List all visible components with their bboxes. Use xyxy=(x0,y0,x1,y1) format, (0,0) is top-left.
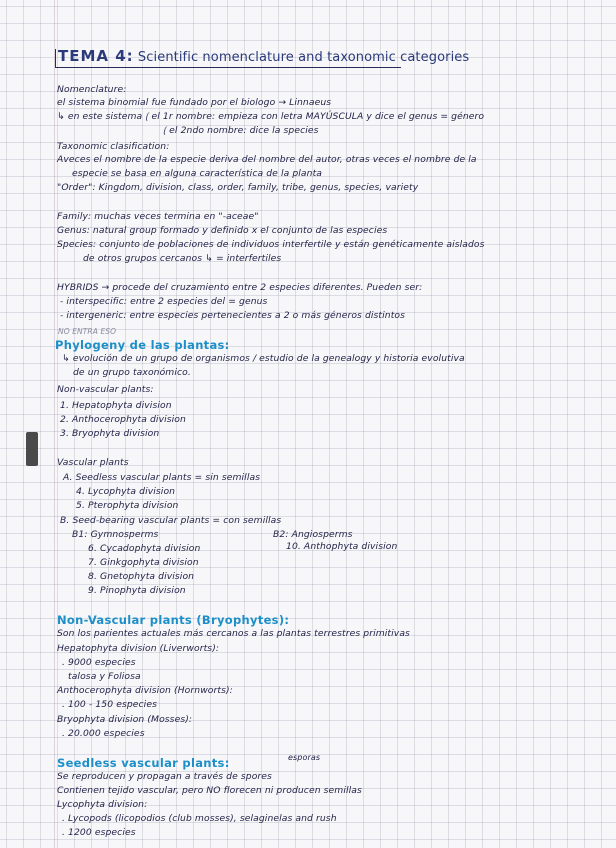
note-line: Aveces el nombre de la especie deriva del nombre del autor, otras veces el nombre de la xyxy=(57,154,477,165)
note-line: Species: conjunto de poblaciones de individuos interfertile y están genéticamente aislados xyxy=(57,239,485,250)
binder-tab xyxy=(26,432,38,466)
note-line: Hepatophyta division (Liverworts): xyxy=(57,643,220,654)
list-item: 10. Anthophyta division xyxy=(286,541,398,552)
note-line: de otros grupos cercanos ↳ = interfertiles xyxy=(83,253,282,264)
note-line: el sistema binomial fue fundado por el biologo → Linnaeus xyxy=(57,97,332,108)
note-line: Anthocerophyta division (Hornworts): xyxy=(57,685,233,696)
note-annotation: esporas xyxy=(288,753,321,762)
note-line: Genus: natural group formado y definido x el conjunto de las especies xyxy=(57,225,388,236)
title-rest: Scientific nomenclature and taxonomic categories xyxy=(133,50,470,65)
section-seedless: Seedless vascular plants: xyxy=(57,756,230,770)
list-item: . 20.000 especies xyxy=(62,728,145,739)
list-item: 5. Pterophyta division xyxy=(76,500,179,511)
note-line: ↳ evolución de un grupo de organismos / estudio de la genealogy y historia evolutiva xyxy=(62,353,465,364)
list-item: A. Seedless vascular plants = sin semillas xyxy=(63,472,261,483)
note-line: Family: muchas veces termina en "-aceae" xyxy=(57,211,259,222)
list-item: 7. Ginkgophyta division xyxy=(88,557,199,568)
note-line: - interspecific: entre 2 especies del = genus xyxy=(60,296,268,307)
list-item: . 100 - 150 especies xyxy=(62,699,157,710)
margin-line xyxy=(54,0,55,848)
list-item: . Lycopods (licopodios (club mosses), selaginelas and rush xyxy=(62,813,337,824)
section-bryophytes: Non-Vascular plants (Bryophytes): xyxy=(57,613,290,627)
note-line: Vascular plants xyxy=(57,457,129,468)
list-item: 9. Pinophyta division xyxy=(88,585,186,596)
section-taxonomic: Taxonomic clasification: xyxy=(57,141,170,152)
list-item: . 1200 especies xyxy=(62,827,136,838)
list-item: talosa y Foliosa xyxy=(68,671,141,682)
note-line: Non-vascular plants: xyxy=(57,384,154,395)
note-line: ⟮ el 2ndo nombre: dice la species xyxy=(163,125,319,136)
list-item: B. Seed-bearing vascular plants = con semillas xyxy=(60,515,282,526)
note-line: NO ENTRA ESO xyxy=(58,327,117,336)
note-line: Lycophyta division: xyxy=(57,799,148,810)
section-nomenclature: Nomenclature: xyxy=(57,84,127,95)
list-item: 4. Lycophyta division xyxy=(76,486,176,497)
note-line: de un grupo taxonómico. xyxy=(73,367,191,378)
note-line: "Order": Kingdom, division, class, order, family, tribe, genus, species, variety xyxy=(57,182,419,193)
note-line: Bryophyta division (Mosses): xyxy=(57,714,193,725)
list-item: 6. Cycadophyta division xyxy=(88,543,201,554)
note-line: HYBRIDS → procede del cruzamiento entre 2 especies diferentes. Pueden ser: xyxy=(57,282,423,293)
note-line: Se reproducen y propagan a través de spores xyxy=(57,771,272,782)
list-item: 8. Gnetophyta division xyxy=(88,571,195,582)
page-title xyxy=(58,47,470,65)
list-item: 1. Hepatophyta division xyxy=(60,400,172,411)
list-item: 2. Anthocerophyta division xyxy=(60,414,186,425)
note-line: ↳ en este sistema ⟮ el 1r nombre: empieza con letra MAYÚSCULA y dice el genus = género xyxy=(57,111,485,122)
title-prefix: TEMA 4: xyxy=(58,47,134,65)
list-item: B1: Gymnosperms xyxy=(72,529,159,540)
list-item: B2: Angiosperms xyxy=(273,529,353,540)
note-line: - intergeneric: entre especies pertenecientes a 2 o más géneros distintos xyxy=(60,310,406,321)
section-phylogeny: Phylogeny de las plantas: xyxy=(55,338,230,352)
list-item: . 9000 especies xyxy=(62,657,136,668)
list-item: 3. Bryophyta division xyxy=(60,428,160,439)
note-line: Son los parientes actuales más cercanos a las plantas terrestres primitivas xyxy=(57,628,410,639)
note-line: especie se basa en alguna característica de la planta xyxy=(72,168,323,179)
note-line: Contienen tejido vascular, pero NO florecen ni producen semillas xyxy=(57,785,362,796)
